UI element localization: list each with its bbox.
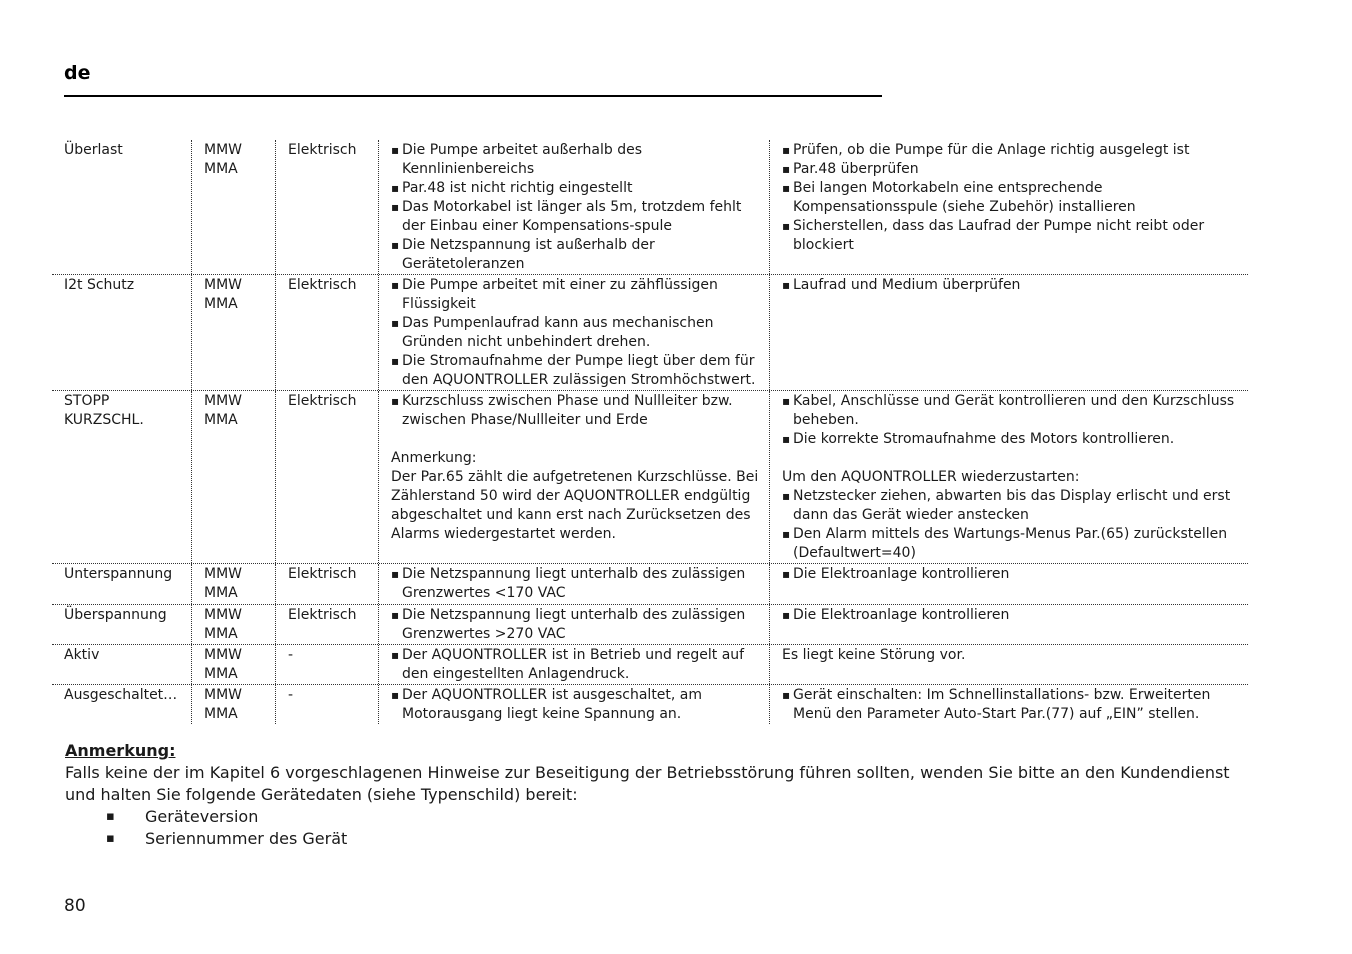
list-item: ▪ Laufrad und Medium überprüfen	[782, 276, 1244, 295]
fault-type: Elektrisch	[275, 140, 378, 274]
list-item: ▪ Prüfen, ob die Pumpe für die Anlage richtig ausgelegt ist	[782, 141, 1244, 160]
source-code: MMA	[204, 296, 238, 312]
list-item: ▪ Das Motorkabel ist länger als 5m, trotzdem fehlt der Einbau einer Kompensations-spule	[391, 198, 761, 236]
list-item: ▪ Die korrekte Stromaufnahme des Motors kontrollieren.	[782, 430, 1244, 449]
table-row	[52, 563, 1248, 604]
bullet-icon: ▪	[106, 831, 115, 846]
fault-remedies	[769, 605, 1248, 644]
fault-causes	[378, 685, 769, 724]
bullet-list	[391, 646, 761, 684]
note-line: Der Par.65 zählt die aufgetretenen Kurzschlüsse. Bei Zählerstand 50 wird der AQUONTROLLER endgültig abgeschaltet und kann erst nach Zurücksetzen des Alarms wiedergestartet werden.	[391, 469, 759, 542]
bullet-list	[782, 141, 1244, 255]
spacer	[782, 449, 1244, 468]
fault-name: I2t Schutz	[64, 277, 135, 293]
fault-source	[191, 645, 275, 684]
list-item: ▪ Das Pumpenlaufrad kann aus mechanischen Gründen nicht unbehindert drehen.	[391, 314, 761, 352]
table-row	[52, 140, 1248, 274]
fault-source	[191, 275, 275, 390]
fault-name: Unterspannung	[64, 566, 173, 582]
fault-causes	[378, 140, 769, 274]
list-item: ▪ Den Alarm mittels des Wartungs-Menus Par.(65) zurückstellen (Defaultwert=40)	[782, 525, 1244, 563]
table-row	[52, 684, 1248, 724]
list-item: ▪ Der AQUONTROLLER ist ausgeschaltet, am Motorausgang liegt keine Spannung an.	[391, 686, 761, 724]
source-code: MMA	[204, 412, 238, 428]
list-item: ▪ Die Netzspannung liegt unterhalb des zulässigen Grenzwertes <170 VAC	[391, 565, 761, 603]
list-item: ▪ Kurzschluss zwischen Phase und Nullleiter bzw. zwischen Phase/Nullleiter und Erde	[391, 392, 761, 430]
language-code: de	[64, 62, 91, 84]
bullet-list	[782, 392, 1244, 449]
fault-table	[52, 140, 1248, 724]
header-rule	[64, 95, 882, 97]
fault-causes	[378, 391, 769, 563]
fault-remedies	[769, 685, 1248, 724]
bullet-list	[782, 565, 1244, 584]
fault-name: Überlast	[64, 142, 123, 158]
fault-name: Aktiv	[64, 647, 100, 663]
table-row	[52, 644, 1248, 684]
list-item: ▪ Die Elektroanlage kontrollieren	[782, 606, 1244, 625]
fault-type: Elektrisch	[275, 605, 378, 644]
fault-type: -	[275, 645, 378, 684]
source-code: MMW	[204, 393, 243, 409]
note-list	[65, 806, 1265, 850]
list-item: ▪ Gerät einschalten: Im Schnellinstallations- bzw. Erweiterten Menü den Parameter Auto-Start Par.(77) auf „EIN” stellen.	[782, 686, 1244, 724]
source-code: MMA	[204, 666, 238, 682]
table-row	[52, 274, 1248, 390]
source-code: MMA	[204, 626, 238, 642]
source-code: MMW	[204, 647, 243, 663]
list-item: ▪ Die Pumpe arbeitet mit einer zu zähflüssigen Flüssigkeit	[391, 276, 761, 314]
source-code: MMA	[204, 585, 238, 601]
list-item: ▪ Kabel, Anschlüsse und Gerät kontrollieren und den Kurzschluss beheben.	[782, 392, 1244, 430]
fault-causes	[378, 275, 769, 390]
fault-remedies	[769, 275, 1248, 390]
fault-name: STOPP KURZSCHL.	[64, 393, 144, 428]
note-item: ▪ Seriennummer des Gerät	[106, 829, 348, 848]
list-item: ▪ Die Netzspannung ist außerhalb der Gerätetoleranzen	[391, 236, 761, 274]
source-code: MMW	[204, 687, 243, 703]
fault-remedies	[769, 391, 1248, 563]
note-title: Anmerkung:	[65, 741, 176, 760]
fault-type: -	[275, 685, 378, 724]
table-row	[52, 604, 1248, 644]
bullet-list	[391, 141, 761, 274]
spacer	[391, 430, 761, 449]
fault-type: Elektrisch	[275, 275, 378, 390]
list-item: ▪ Die Stromaufnahme der Pumpe liegt über dem für den AQUONTROLLER zulässigen Stromhöchstwert.	[391, 352, 761, 390]
note-line: Es liegt keine Störung vor.	[782, 647, 966, 663]
bullet-list	[391, 565, 761, 603]
note-line: Anmerkung:	[391, 450, 477, 466]
bullet-list	[782, 487, 1244, 563]
list-item: ▪ Sicherstellen, dass das Laufrad der Pumpe nicht reibt oder blockiert	[782, 217, 1244, 255]
list-item: ▪ Netzstecker ziehen, abwarten bis das Display erlischt und erst dann das Gerät wieder anstecken	[782, 487, 1244, 525]
fault-name: Überspannung	[64, 607, 167, 623]
fault-type: Elektrisch	[275, 391, 378, 563]
page-number: 80	[64, 896, 86, 916]
fault-source	[191, 685, 275, 724]
bullet-list	[391, 686, 761, 724]
source-code: MMW	[204, 142, 243, 158]
note-line: Um den AQUONTROLLER wiederzustarten:	[782, 469, 1080, 485]
fault-source	[191, 140, 275, 274]
list-item: ▪ Par.48 ist nicht richtig eingestellt	[391, 179, 761, 198]
list-item: ▪ Die Netzspannung liegt unterhalb des zulässigen Grenzwertes >270 VAC	[391, 606, 761, 644]
fault-causes	[378, 564, 769, 604]
bullet-list	[391, 392, 761, 430]
list-item: ▪ Die Pumpe arbeitet außerhalb des Kennlinienbereichs	[391, 141, 761, 179]
list-item: ▪ Par.48 überprüfen	[782, 160, 1244, 179]
fault-name: Ausgeschaltet…	[64, 687, 178, 703]
source-code: MMW	[204, 607, 243, 623]
source-code: MMA	[204, 161, 238, 177]
fault-causes	[378, 645, 769, 684]
bullet-list	[782, 276, 1244, 295]
fault-source	[191, 564, 275, 604]
source-code: MMW	[204, 566, 243, 582]
note-block	[65, 740, 1265, 850]
list-item: ▪ Bei langen Motorkabeln eine entsprechende Kompensationsspule (siehe Zubehör) installieren	[782, 179, 1244, 217]
fault-causes	[378, 605, 769, 644]
table-row	[52, 390, 1248, 563]
bullet-list	[391, 606, 761, 644]
bullet-list	[782, 606, 1244, 625]
source-code: MMW	[204, 277, 243, 293]
fault-remedies	[769, 140, 1248, 274]
fault-type: Elektrisch	[275, 564, 378, 604]
note-item: ▪ Geräteversion	[106, 807, 259, 826]
fault-source	[191, 391, 275, 563]
bullet-list	[391, 276, 761, 390]
fault-remedies	[769, 564, 1248, 604]
list-item: ▪ Die Elektroanlage kontrollieren	[782, 565, 1244, 584]
fault-source	[191, 605, 275, 644]
list-item: ▪ Der AQUONTROLLER ist in Betrieb und regelt auf den eingestellten Anlagendruck.	[391, 646, 761, 684]
source-code: MMA	[204, 706, 238, 722]
fault-remedies	[769, 645, 1248, 684]
note-text: Falls keine der im Kapitel 6 vorgeschlagenen Hinweise zur Beseitigung der Betriebsstörung führen sollten, wenden Sie bitte an den Kundendienst und halten Sie folgende Gerätedaten (siehe Typenschild) bereit:	[65, 763, 1230, 804]
bullet-list	[782, 686, 1244, 724]
bullet-icon: ▪	[106, 809, 115, 824]
